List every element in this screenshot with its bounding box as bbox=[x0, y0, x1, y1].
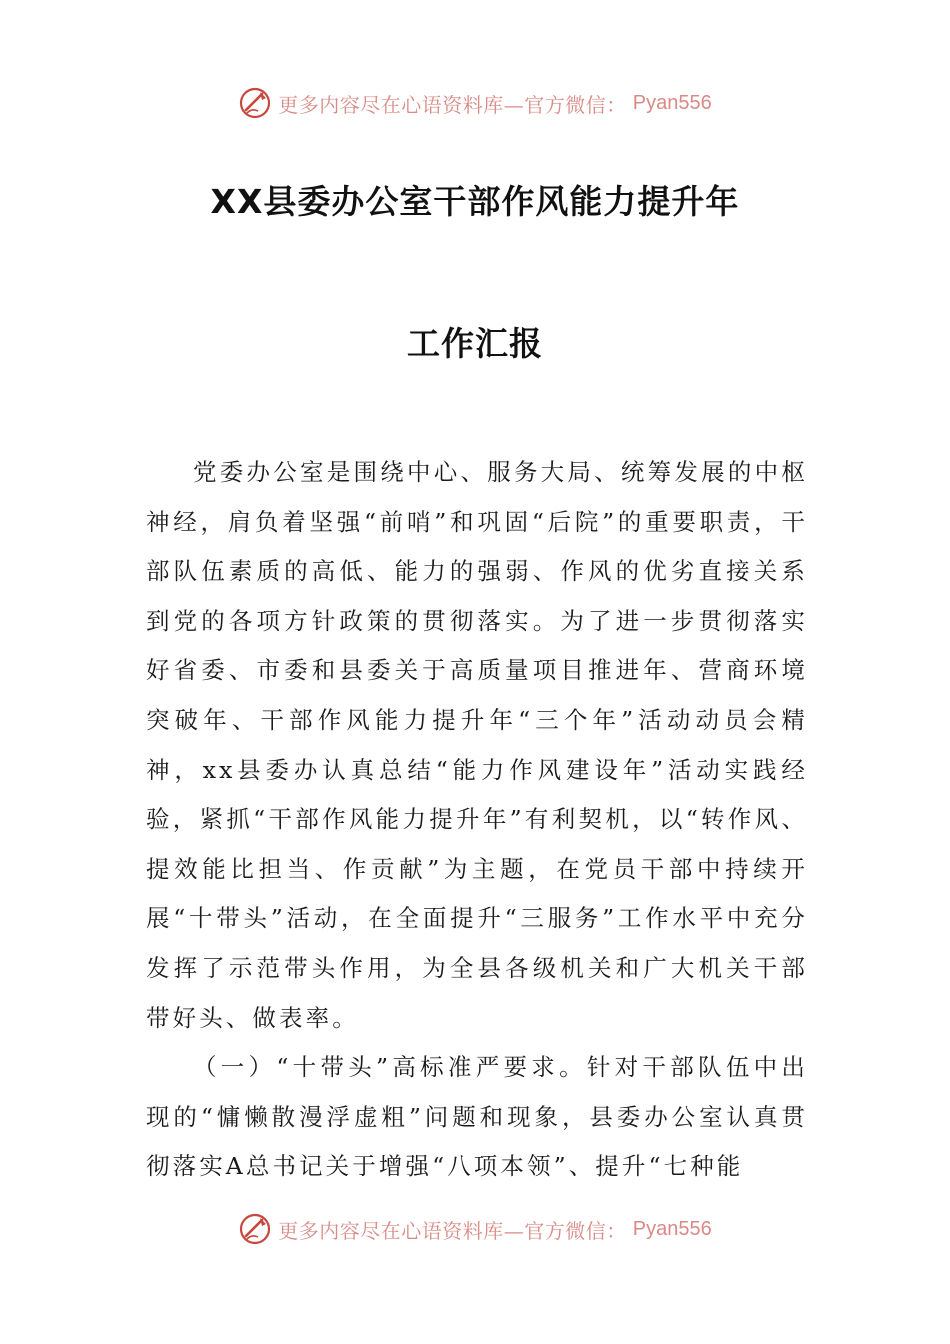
document-title-line1: XX县委办公室干部作风能力提升年 bbox=[210, 182, 740, 221]
watermark-text: 更多内容尽在心语资料库—官方微信： bbox=[278, 92, 627, 117]
watermark-id: Pyan556 bbox=[632, 1217, 712, 1240]
paragraph-intro: 党委办公室是围绕中心、服务大局、统筹发展的中枢神经，肩负着坚强“前哨”和巩固“后院”的重要职责，干部队伍素质的高低、能力的强弱、作风的优劣直接关系到党的各项方针政策的贯彻落实。为了进一步贯彻落实好省委、市委和县委关于高质量项目推进年、营商环境突破年、干部作风能力提升年“三个年”活动动员会精神，xx县委办认真总结“能力作风建设年”活动实践经验，紧抓“干部作风能力提升年”有利契机，以“转作风、提效能比担当、作贡献”为主题，在党员干部中持续开展“十带头”活动，在全面提升“三服务”工作水平中充分发挥了示范带头作用，为全县各级机关和广大机关干部带好头、做表率。 bbox=[146, 458, 808, 1032]
paragraph-section-1: （一）“十带头”高标准严要求。针对干部队伍中出现的“慵懒散漫浮虚粗”问题和现象，县委办公室认真贯彻落实A总书记关于增强“八项本领”、提升“七种能 bbox=[146, 1053, 808, 1181]
watermark-header bbox=[0, 86, 950, 120]
document-body bbox=[146, 448, 808, 1192]
watermark-id: Pyan556 bbox=[632, 91, 712, 114]
watermark-footer bbox=[0, 1212, 950, 1246]
watermark-text: 更多内容尽在心语资料库—官方微信： bbox=[278, 1218, 627, 1243]
logo-icon bbox=[238, 1212, 272, 1246]
logo-icon bbox=[238, 86, 272, 120]
document-title-line2: 工作汇报 bbox=[407, 324, 543, 363]
